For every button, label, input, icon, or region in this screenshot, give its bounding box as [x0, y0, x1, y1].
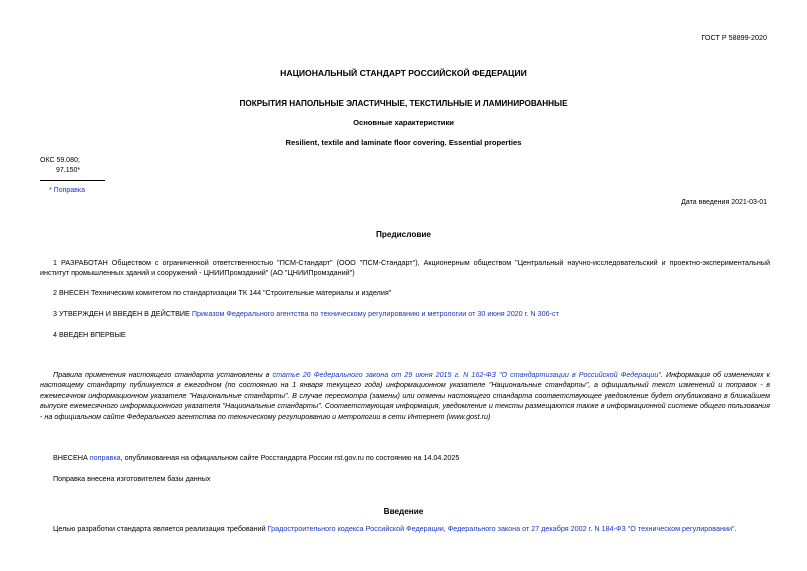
- correction-footnote-link[interactable]: * Поправка: [49, 187, 85, 194]
- application-rules-paragraph: [40, 370, 770, 422]
- foreword-item-2: 2 ВНЕСЕН Техническим комитетом по стандартизации ТК 144 "Строительные материалы и изделия": [53, 288, 392, 297]
- foreword-item-1: 1 РАЗРАБОТАН Обществом с ограниченной ответственностью "ПСМ-Стандарт" (ООО "ПСМ-Стандарт"), Акционерным обществом "Центральный научно-исследовательский и проектно-экспериментальный институт промышленных зданий и сооружений - ЦНИИПромзданий" (АО "ЦНИИПромзданий"): [40, 258, 770, 278]
- order-link[interactable]: Приказом Федерального агентства по техническому регулированию и метрологии от 30 июня 2020 г. N 306-ст: [191, 309, 559, 318]
- correction-note: Поправка внесена изготовителем базы данных: [53, 474, 211, 483]
- oks-codes: [40, 156, 80, 176]
- oks-code-1: ОКС 59.080;: [40, 157, 80, 164]
- introduction-heading: Введение: [383, 507, 424, 516]
- introduction-date: Дата введения 2021-03-01: [681, 199, 767, 206]
- introduction-text-end: .: [734, 524, 737, 533]
- amendment-text-start: ВНЕСЕНА: [53, 453, 90, 462]
- introduction-paragraph: [40, 524, 770, 534]
- foreword-item-3-text: 3 УТВЕРЖДЕН И ВВЕДЕН В ДЕЙСТВИЕ: [53, 309, 192, 318]
- rules-text-start: Правила применения настоящего стандарта установлены в: [53, 370, 273, 379]
- oks-code-2: 97.150*: [56, 167, 81, 174]
- rules-text-rest: . Информация об изменениях к настоящему стандарту публикуется в ежегодном (по состоянию на 1 января текущего года) информационном указателе "Национальные стандарты", а официальный текст изменений и поправок - в ежемесячном информационном указателе "Национальные стандарты". В случае пересмотра (замены) или отмены настоящего стандарта соответствующее уведомление будет опубликовано в ближайшем выпуске ежемесячного информационного указателя "Национальные стандарты". Соответствующая информация, уведомление и тексты размещаются также в информационной системе общего пользования - на официальном сайте Федерального агентства по техническому регулированию и метрологии в сети Интернет (www.gost.ru): [40, 370, 770, 421]
- title-english: Resilient, textile and laminate floor covering. Essential properties: [285, 138, 522, 147]
- footnote-divider: [40, 180, 105, 181]
- document-code: ГОСТ Р 58899-2020: [701, 33, 767, 42]
- introduction-text-start: Целью разработки стандарта является реализация требований: [53, 524, 268, 533]
- foreword-item-4: 4 ВВЕДЕН ВПЕРВЫЕ: [53, 330, 126, 339]
- subtitle-russian: Основные характеристики: [353, 118, 454, 127]
- amendment-link[interactable]: поправка: [89, 453, 121, 462]
- foreword-item-3: [53, 309, 559, 319]
- amendment-note: [53, 453, 459, 463]
- amendment-text-rest: , опубликованная на официальном сайте Росстандарта России rst.gov.ru по состоянию на 14.04.2025: [120, 453, 460, 462]
- standard-heading: НАЦИОНАЛЬНЫЙ СТАНДАРТ РОССИЙСКОЙ ФЕДЕРАЦИИ: [280, 68, 527, 78]
- title-russian: ПОКРЫТИЯ НАПОЛЬНЫЕ ЭЛАСТИЧНЫЕ, ТЕКСТИЛЬНЫЕ И ЛАМИНИРОВАННЫЕ: [239, 99, 568, 108]
- code-and-law-link[interactable]: Градостроительного кодекса Российской Федерации, Федерального закона от 27 декабря 2002 г. N 184-ФЗ "О техническом регулировании": [267, 524, 735, 533]
- foreword-heading: Предисловие: [376, 230, 431, 239]
- federal-law-link[interactable]: статье 26 Федерального закона от 29 июня 2015 г. N 162-ФЗ "О стандартизации в Российской Федерации": [272, 370, 661, 379]
